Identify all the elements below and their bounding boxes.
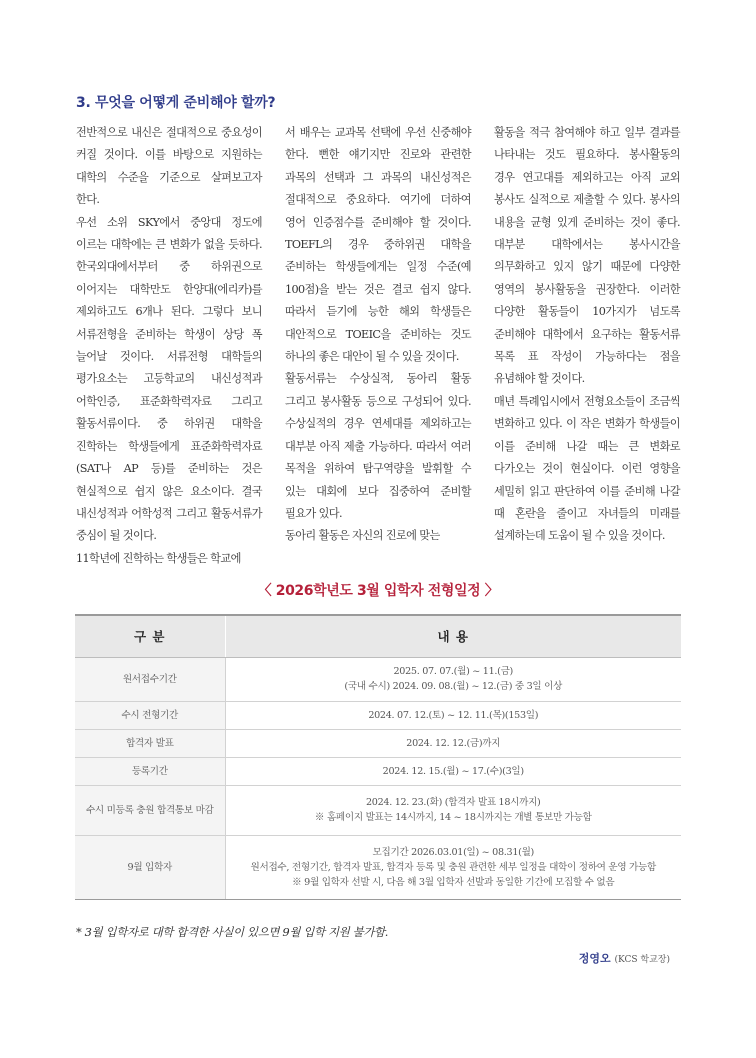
paragraph: 전반적으로 내신은 절대적으로 중요성이 커질 것이다. 이를 바탕으로 지원하는 대학의 수준을 기준으로 살펴보고자 한다. [76, 126, 262, 207]
row-content [225, 835, 681, 899]
column-3 [494, 122, 680, 548]
section-heading: 3. 무엇을 어떻게 준비해야 할까? [76, 95, 276, 111]
article-body [76, 122, 681, 565]
row-content [225, 785, 681, 835]
content-line: 2024. 12. 15.(월) ~ 17.(수)(3일) [382, 765, 524, 777]
table-row [75, 835, 681, 899]
table-row [75, 701, 681, 729]
paragraph: 동아리 활동은 자신의 진로에 맞는 [285, 529, 440, 543]
row-content [225, 757, 681, 785]
row-label: 수시 전형기간 [75, 701, 225, 729]
paragraph: 11학년에 진학하는 학생들은 학교에 [76, 551, 241, 565]
table-row [75, 729, 681, 757]
row-label: 수시 미등록 충원 합격통보 마감 [75, 785, 225, 835]
content-line: ※ 홈페이지 발표는 14시까지, 14 ~ 18시까지는 개별 통보만 가능함 [314, 812, 592, 823]
table-row [75, 757, 681, 785]
row-content [225, 729, 681, 757]
column-header-content: 내 용 [225, 615, 681, 657]
row-label: 합격자 발표 [75, 729, 225, 757]
column-header-category: 구 분 [75, 615, 225, 657]
table-header-row [75, 615, 681, 657]
table-row [75, 785, 681, 835]
column-1 [76, 122, 262, 570]
row-label: 원서접수기간 [75, 657, 225, 701]
paragraph: 서 배우는 교과목 선택에 우선 신중해야 한다. 뻔한 얘기지만 진로와 관련한 과목의 선택과 그 과목의 내신성적은 절대적으로 중요하다. 여기에 더하여 영어 인증점수를 준비해야 할 것이다. TOEFL의 경우 중하위권 대학을 준비하는 학생들에게는 일정 수준(예 100점)을 받는 것은 결코 쉽지 않다. 따라서 듣기에 능한 해외 학생들은 대안적으로 TOEIC을 준비하는 것도 하나의 좋은 대안이 될 수 있을 것이다. [285, 126, 471, 364]
schedule-table-title: 〈 2026학년도 3월 입학자 전형일정 〉 [257, 583, 499, 599]
row-label: 등록기간 [75, 757, 225, 785]
paragraph: 우선 소위 SKY에서 중앙대 정도에 이르는 대학에는 큰 변화가 없을 듯하다. 한국외대에서부터 중 하위권으로 이어지는 대학만도 한양대(에리카)를 제외하고도 6개나 된다. 그렇다 보니 서류전형을 준비하는 학생이 상당 폭 늘어날 것이다. 서류전형 대학들의 평가요소는 고등학교의 내신성적과 어학인증, 표준화학력자료 그리고 활동서류이다. 중 하위권 대학을 진학하는 학생들에게 표준화학력자료(SAT나 AP 등)를 준비하는 것은 현실적으로 쉽지 않은 요소이다. 결국 내신성적과 어학성적 그리고 활동서류가 중심이 될 것이다. [76, 215, 262, 543]
content-line: 2024. 12. 23.(화) (합격자 발표 18시까지) [365, 797, 541, 808]
content-line: (국내 수시) 2024. 09. 08.(월) ~ 12.(금) 중 3일 이상 [344, 681, 563, 692]
content-line: 2024. 12. 12.(금)까지 [406, 737, 501, 749]
content-line: 원서접수, 전형기간, 합격자 발표, 합격자 등록 및 충원 관련한 세부 일정을 대학이 정하여 운영 가능함 [250, 861, 656, 873]
table-row [75, 657, 681, 701]
paragraph: 활동을 적극 참여해야 하고 일부 결과를 나타내는 것도 필요하다. 봉사활동의 경우 연고대를 제외하고는 아직 교외 봉사도 실적으로 제출할 수 있다. 봉사의 내용을 균형 있게 준비하는 것이 좋다. 대부분 대학에서는 봉사시간을 의무화하고 있지 않기 때문에 다양한 영역의 봉사활동을 권장한다. 이러한 다양한 활동들이 10가지가 넘도록 준비해야 대학에서 요구하는 활동서류 목록 표 작성이 가능하다는 점을 유념해야 할 것이다. [494, 126, 680, 386]
row-content [225, 657, 681, 701]
paragraph: 매년 특례입시에서 전형요소들이 조금씩 변화하고 있다. 이 작은 변화가 학생들이 이를 준비해 나갈 때는 큰 변화로 다가오는 것이 현실이다. 이런 영향을 세밀히 읽고 판단하여 이를 준비해 나갈 때 혼란을 줄이고 자녀들의 미래를 설계하는데 도움이 될 수 있을 것이다. [494, 394, 680, 543]
footnote: * 3월 입학자로 대학 합격한 사실이 있으면 9월 입학 지원 불가함. [76, 925, 389, 939]
content-line: 모집기간 2026.03.01(일) ~ 08.31(월) [372, 846, 534, 858]
column-2 [285, 122, 471, 548]
content-line: ※ 9월 입학자 선발 시, 다음 해 3월 입학자 선발과 동일한 기간에 모집할 수 없음 [292, 876, 615, 888]
author-name: 정영오 [578, 952, 611, 965]
author-role: (KCS 학교장) [614, 955, 670, 965]
paragraph: 활동서류는 수상실적, 동아리 활동 그리고 봉사활동 등으로 구성되어 있다. 수상실적의 경우 연세대를 제외하고는 대부분 아직 제출 가능하다. 따라서 여러 목적을 위하여 탐구역량을 발휘할 수 있는 대회에 보다 집중하여 준비할 필요가 있다. [285, 372, 471, 520]
content-line: 2025. 07. 07.(월) ~ 11.(금) [393, 666, 513, 677]
schedule-table [75, 614, 681, 900]
content-line: 2024. 07. 12.(토) ~ 12. 11.(목)(153일) [368, 709, 539, 721]
row-label: 9월 입학자 [75, 835, 225, 899]
author-credit [579, 950, 670, 966]
row-content [225, 701, 681, 729]
